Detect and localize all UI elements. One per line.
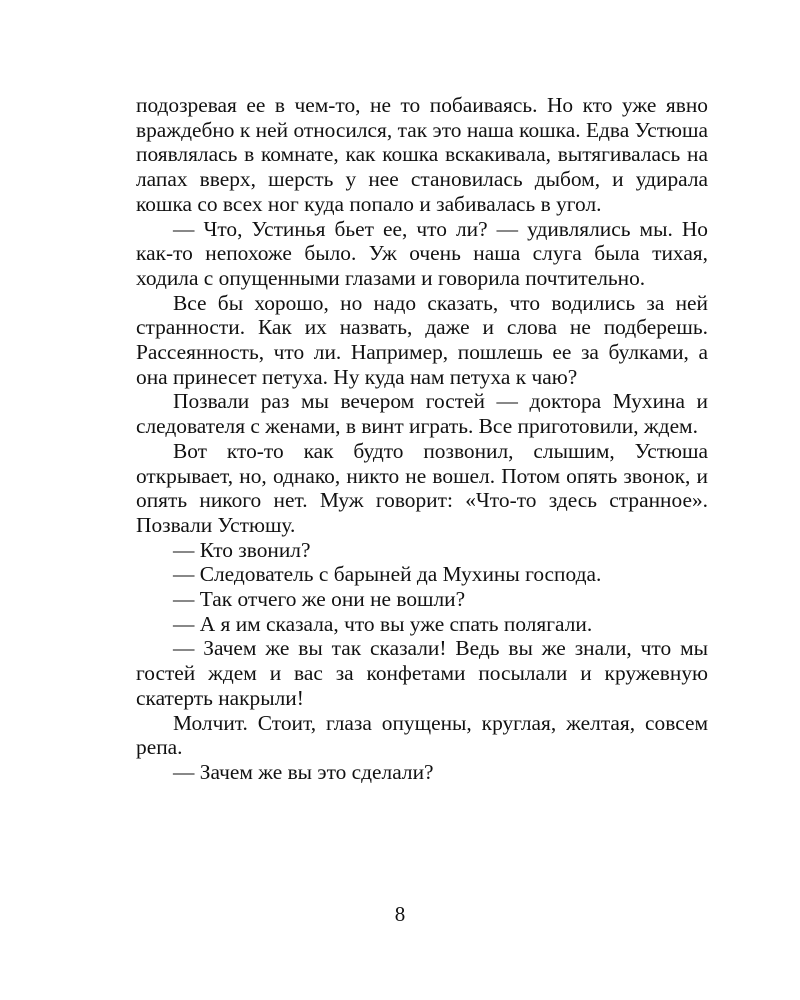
paragraph-3: Все бы хорошо, но надо сказать, что водились за ней странности. Как их назвать, даже и слова не подберешь. Рассеянность, что ли. Например, пошлешь ее за булками, а она принесет петуха. Ну куда нам петуха к чаю? [136,290,708,389]
dialog-line-4: — А я им сказала, что вы уже спать полягали. [173,611,593,636]
paragraph-2: — Что, Устинья бьет ее, что ли? — удивлялись мы. Но как-то непохоже было. Уж очень наша слуга была тихая, ходила с опущенными глазами и говорила почтительно. [136,216,708,290]
paragraph-4: Позвали раз мы вечером гостей — доктора Мухина и следователя с женами, в винт играть. Все приготовили, ждем. [136,389,708,439]
page-text [136,93,708,785]
dialog-line-2: — Следователь с барыней да Мухины господа. [173,562,602,587]
page-number: 8 [394,902,406,926]
dialog-line-3: — Так отчего же они не вошли? [173,587,466,612]
dialog-line-6: — Зачем же вы это сделали? [173,759,434,784]
dialog-line-1: — Кто звонил? [173,537,311,562]
paragraph-1: подозревая ее в чем-то, не то побаиваясь. Но кто уже явно враждебно к ней относился, так это наша кошка. Едва Устюша появлялась в комнате, как кошка вскакивала, вытягивалась на лапах вверх, шерсть у нее становилась дыбом, и удирала кошка со всех ног куда попало и забивалась в угол. [136,93,708,216]
paragraph-6: Молчит. Стоит, глаза опущены, круглая, желтая, совсем репа. [136,710,708,760]
paragraph-5: Вот кто-то как будто позвонил, слышим, Устюша открывает, но, однако, никто не вошел. Потом опять звонок, и опять никого нет. Муж говорит: «Что-то здесь странное». Позвали Устюшу. [136,438,708,537]
dialog-line-5: — Зачем же вы так сказали! Ведь вы же знали, что мы гостей ждем и вас за конфетами посылали и кружевную скатерть накрыли! [136,636,708,710]
